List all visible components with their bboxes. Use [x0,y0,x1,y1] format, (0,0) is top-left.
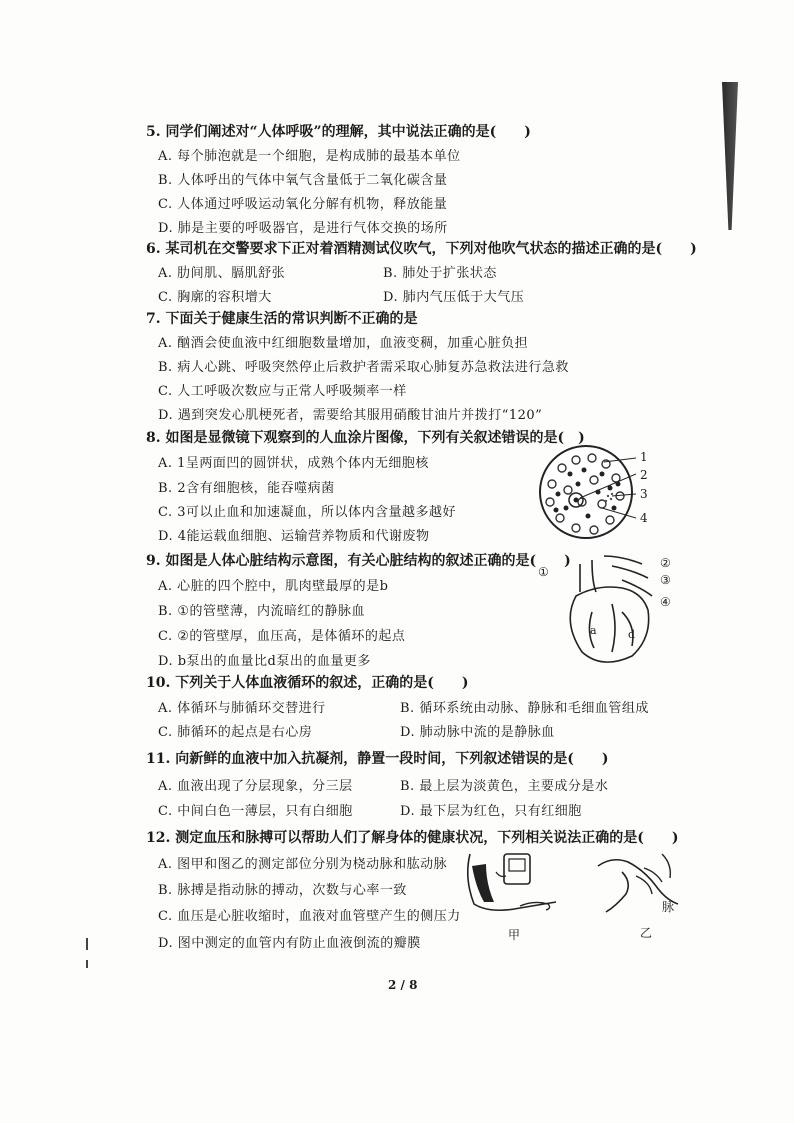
question-8-stem: 8. 如图是显微镜下观察到的人血涂片图像，下列有关叙述错误的是( ) [146,430,585,446]
heart-label-3: ③ [660,573,671,587]
margin-mark [86,960,88,968]
heart-label-2: ② [660,556,671,570]
question-11-stem: 11. 向新鲜的血液中加入抗凝剂，静置一段时间，下列叙述错误的是( ) [146,751,609,767]
question-7-option-b: B. 病人心跳、呼吸突然停止后救护者需采取心肺复苏急救法进行急救 [158,360,569,375]
question-10-option-c: C. 肺循环的起点是右心房 [158,725,313,740]
page-number: 2 / 8 [388,978,418,992]
question-9-option-a: A. 心脏的四个腔中，肌肉壁最厚的是b [158,579,389,594]
heart-diagram-figure [552,552,662,670]
smear-label-1: 1 [640,450,648,464]
question-9-option-d: D. b泵出的血量比d泵出的血量更多 [158,654,371,669]
heart-label-1: ① [538,565,549,579]
question-12-option-d: D. 图中测定的血管内有防止血液倒流的瓣膜 [158,936,421,951]
question-9-option-c: C. ②的管壁厚，血压高，是体循环的起点 [158,629,406,644]
question-11-option-c: C. 中间白色一薄层，只有白细胞 [158,804,353,819]
question-6-option-b: B. 肺处于扩张状态 [383,266,497,281]
question-5-option-b: B. 人体呼出的气体中氧气含量低于二氧化碳含量 [158,173,448,188]
question-6-option-a: A. 肋间肌、膈肌舒张 [158,266,286,281]
question-5-option-c: C. 人体通过呼吸运动氧化分解有机物，释放能量 [158,197,448,212]
question-6-stem: 6. 某司机在交警要求下正对着酒精测试仪吹气，下列对他吹气状态的描述正确的是( ) [146,241,697,257]
question-7-option-d: D. 遇到突发心肌梗死者，需要给其服用硝酸甘油片并拨打“120” [158,408,543,423]
scan-edge-mark [722,82,738,230]
question-8-option-c: C. 3可以止血和加速凝血，所以体内含量越多越好 [158,505,457,520]
question-8-option-a: A. 1呈两面凹的圆饼状，成熟个体内无细胞核 [158,456,429,471]
blood-pressure-figure [460,848,570,920]
heart-chamber-d: d [628,628,636,641]
question-5-option-a: A. 每个肺泡就是一个细胞，是构成肺的最基本单位 [158,149,461,164]
question-10-option-d: D. 肺动脉中流的是静脉血 [400,725,555,740]
question-11-option-b: B. 最上层为淡黄色，主要成分是水 [400,779,609,794]
question-10-option-b: B. 循环系统由动脉、静脉和毛细血管组成 [400,701,649,716]
question-9-option-b: B. ①的管壁薄，内流暗红的静脉血 [158,604,365,619]
question-7-option-c: C. 人工呼吸次数应与正常人呼吸频率一样 [158,384,407,399]
question-10-option-a: A. 体循环与肺循环交替进行 [158,701,326,716]
smear-label-2: 2 [640,468,648,482]
question-7-stem: 7. 下面关于健康生活的常识判断不正确的是 [146,311,418,327]
question-9-stem: 9. 如图是人体心脏结构示意图，有关心脏结构的叙述正确的是( ) [146,553,571,569]
question-12-stem: 12. 测定血压和脉搏可以帮助人们了解身体的健康状况，下列相关说法正确的是( ) [146,830,679,846]
question-6-option-c: C. 胸廓的容积增大 [158,290,272,305]
pulse-label: 脉 [662,900,675,914]
figure-jia-label: 甲 [508,928,521,942]
question-8-option-b: B. 2含有细胞核，能吞噬病菌 [158,481,335,496]
question-11-option-a: A. 血液出现了分层现象，分三层 [158,779,353,794]
question-12-option-b: B. 脉搏是指动脉的搏动，次数与心率一致 [158,883,407,898]
question-12-option-a: A. 图甲和图乙的测定部位分别为桡动脉和肱动脉 [158,857,448,872]
question-6-option-d: D. 肺内气压低于大气压 [383,290,525,305]
heart-label-4: ④ [660,595,671,609]
question-8-option-d: D. 4能运载血细胞、运输营养物质和代谢废物 [158,529,430,544]
question-7-option-a: A. 酗酒会使血液中红细胞数量增加，血液变稠，加重心脏负担 [158,336,529,351]
heart-chamber-a: a [590,624,597,637]
smear-label-4: 4 [640,511,648,525]
question-10-stem: 10. 下列关于人体血液循环的叙述，正确的是( ) [146,675,469,691]
question-12-option-c: C. 血压是心脏收缩时，血液对血管壁产生的侧压力 [158,909,461,924]
figure-yi-label: 乙 [640,926,653,940]
question-5-stem: 5. 同学们阐述对“人体呼吸”的理解，其中说法正确的是( ) [146,124,531,140]
smear-label-3: 3 [640,487,648,501]
margin-mark [86,938,88,950]
question-5-option-d: D. 肺是主要的呼吸器官，是进行气体交换的场所 [158,221,448,236]
question-11-option-d: D. 最下层为红色，只有红细胞 [400,804,582,819]
